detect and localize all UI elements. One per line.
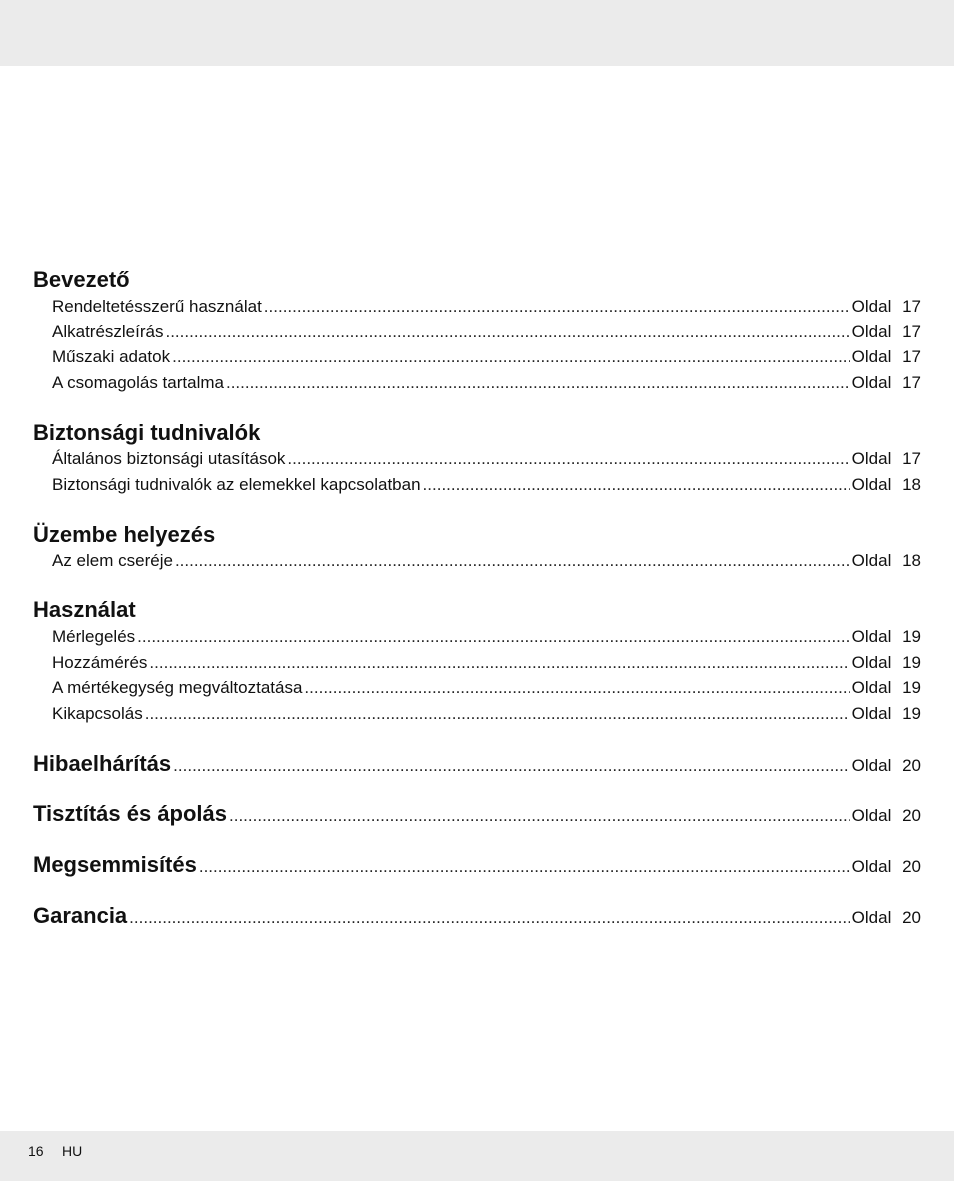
dot-leader	[229, 801, 850, 829]
toc-entry-page: Oldal 19	[851, 704, 921, 723]
toc-entry-label: Rendeltetésszerű használat	[52, 297, 262, 316]
dot-leader	[264, 295, 850, 319]
section-heading-safety: Biztonsági tudnivalók	[33, 420, 261, 445]
toc-entry-page: Oldal 17	[851, 322, 921, 341]
toc-entry-label: A csomagolás tartalma	[52, 373, 224, 392]
toc-entry[interactable]	[52, 549, 921, 573]
toc-entry-page: Oldal 19	[851, 653, 921, 672]
toc-entry[interactable]	[52, 473, 921, 497]
toc-entry-page: Oldal 17	[851, 449, 921, 468]
toc-entry[interactable]	[52, 676, 921, 700]
dot-leader	[145, 702, 850, 726]
page-number: 16	[28, 1143, 44, 1159]
toc-entry-label: Biztonsági tudnivalók az elemekkel kapcsolatban	[52, 475, 421, 494]
section-heading-usage: Használat	[33, 597, 136, 622]
toc-entry[interactable]	[52, 447, 921, 471]
toc-main-entry-page: Oldal 20	[851, 806, 921, 825]
toc-entry-label: Műszaki adatok	[52, 347, 171, 366]
toc-entry[interactable]	[52, 371, 921, 395]
toc-entry[interactable]	[52, 345, 921, 369]
section-heading-setup: Üzembe helyezés	[33, 522, 216, 547]
toc-main-entry-label: Tisztítás és ápolás	[33, 801, 228, 826]
toc-entry-label: Általános biztonsági utasítások	[52, 449, 286, 468]
section-heading-introduction: Bevezető	[33, 267, 130, 292]
toc-main-entry[interactable]	[33, 799, 921, 829]
toc-entry-label: Az elem cseréje	[52, 551, 173, 570]
dot-leader	[423, 473, 850, 497]
toc-entry[interactable]	[52, 320, 921, 344]
toc-entry-label: Alkatrészleírás	[52, 322, 164, 341]
dot-leader	[175, 549, 850, 573]
toc-main-entry-page: Oldal 20	[851, 756, 921, 775]
toc-entry-page: Oldal 18	[851, 551, 921, 570]
dot-leader	[137, 625, 850, 649]
toc-entry-label: A mértékegység megváltoztatása	[52, 678, 303, 697]
toc-main-entry-label: Hibaelhárítás	[33, 751, 172, 776]
toc-entry-label: Kikapcsolás	[52, 704, 143, 723]
dot-leader	[304, 676, 849, 700]
toc-entry-page: Oldal 19	[851, 627, 921, 646]
dot-leader	[165, 320, 849, 344]
toc-main-entry[interactable]	[33, 901, 921, 931]
dot-leader	[287, 447, 849, 471]
toc-entry-page: Oldal 19	[851, 678, 921, 697]
toc-main-entry-page: Oldal 20	[851, 857, 921, 876]
dot-leader	[129, 903, 850, 931]
toc-main-entry-page: Oldal 20	[851, 908, 921, 927]
toc-entry-label: Hozzámérés	[52, 653, 148, 672]
toc-entry-page: Oldal 17	[851, 297, 921, 316]
dot-leader	[149, 651, 849, 675]
toc-main-entry[interactable]	[33, 749, 921, 779]
toc-main-entry-label: Garancia	[33, 903, 128, 928]
language-code: HU	[62, 1143, 83, 1159]
toc-entry[interactable]	[52, 625, 921, 649]
toc-main-entry[interactable]	[33, 850, 921, 880]
toc-entry-page: Oldal 17	[851, 347, 921, 366]
dot-leader	[172, 345, 850, 369]
footer-band	[0, 1131, 954, 1181]
toc-entry-page: Oldal 17	[851, 373, 921, 392]
toc-entry[interactable]	[52, 295, 921, 319]
dot-leader	[173, 751, 850, 779]
toc-entry-label: Mérlegelés	[52, 627, 136, 646]
toc-entry[interactable]	[52, 651, 921, 675]
toc-main-entry-label: Megsemmisítés	[33, 852, 197, 877]
dot-leader	[199, 852, 850, 880]
toc-entry[interactable]	[52, 702, 921, 726]
dot-leader	[226, 371, 850, 395]
toc-entry-page: Oldal 18	[851, 475, 921, 494]
